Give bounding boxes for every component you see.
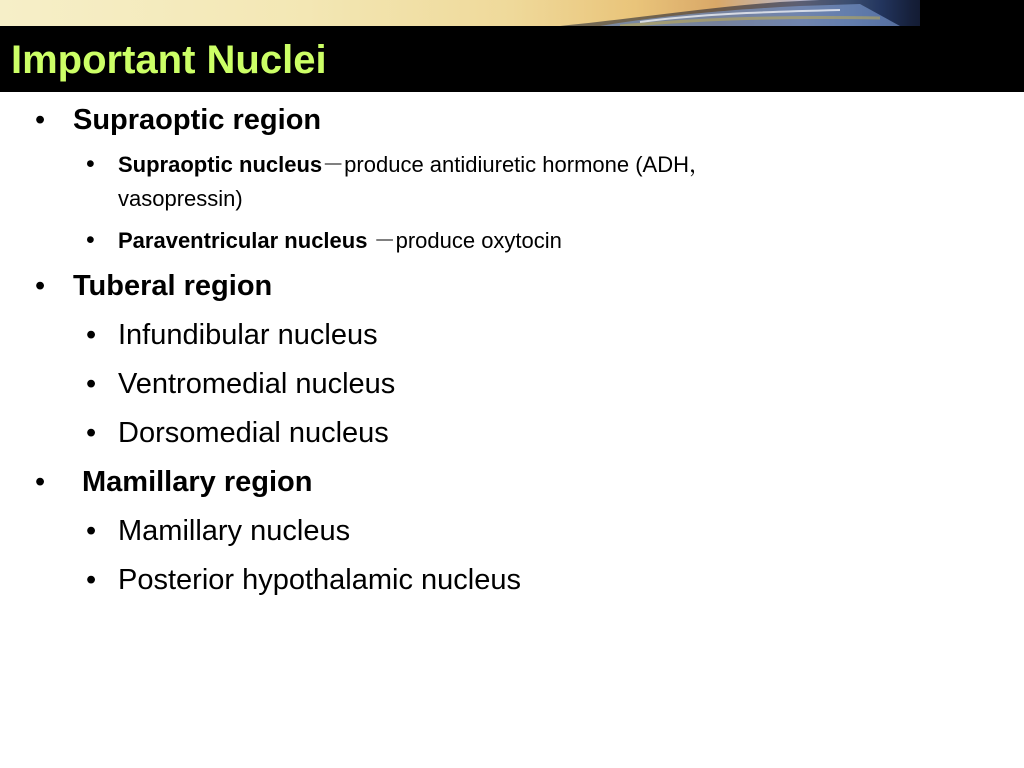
list-item-text: Infundibular nucleus bbox=[118, 319, 378, 351]
section-heading-text: Supraoptic region bbox=[73, 104, 322, 136]
bullet: • bbox=[86, 564, 97, 596]
section-heading-text: Tuberal region bbox=[73, 270, 273, 302]
list-item-text: Ventromedial nucleus bbox=[118, 368, 396, 400]
separator-text: － bbox=[367, 228, 396, 253]
term-text: Paraventricular nucleus bbox=[118, 228, 368, 253]
section-heading-text: Mamillary region bbox=[82, 466, 313, 498]
term-text: Supraoptic nucleus bbox=[118, 152, 323, 177]
list-item-text: Dorsomedial nucleus bbox=[118, 417, 389, 449]
list-item-text: Mamillary nucleus bbox=[118, 515, 351, 547]
bullet: • bbox=[35, 466, 46, 498]
bullet: • bbox=[86, 515, 97, 547]
separator-text: － bbox=[322, 152, 345, 177]
bullet: • bbox=[86, 150, 95, 178]
bullet: • bbox=[86, 226, 95, 254]
description-text: produce oxytocin bbox=[395, 228, 562, 253]
bullet: • bbox=[35, 104, 46, 136]
list-item-continuation: vasopressin) bbox=[118, 186, 243, 211]
bullet: • bbox=[35, 270, 46, 302]
list-item-text: Posterior hypothalamic nucleus bbox=[118, 564, 521, 596]
bullet: • bbox=[86, 417, 97, 449]
bullet: • bbox=[86, 319, 97, 351]
bullet: • bbox=[86, 368, 97, 400]
slide-title: Important Nuclei bbox=[11, 38, 327, 82]
description-text: produce antidiuretic hormone (ADH， bbox=[344, 152, 712, 177]
